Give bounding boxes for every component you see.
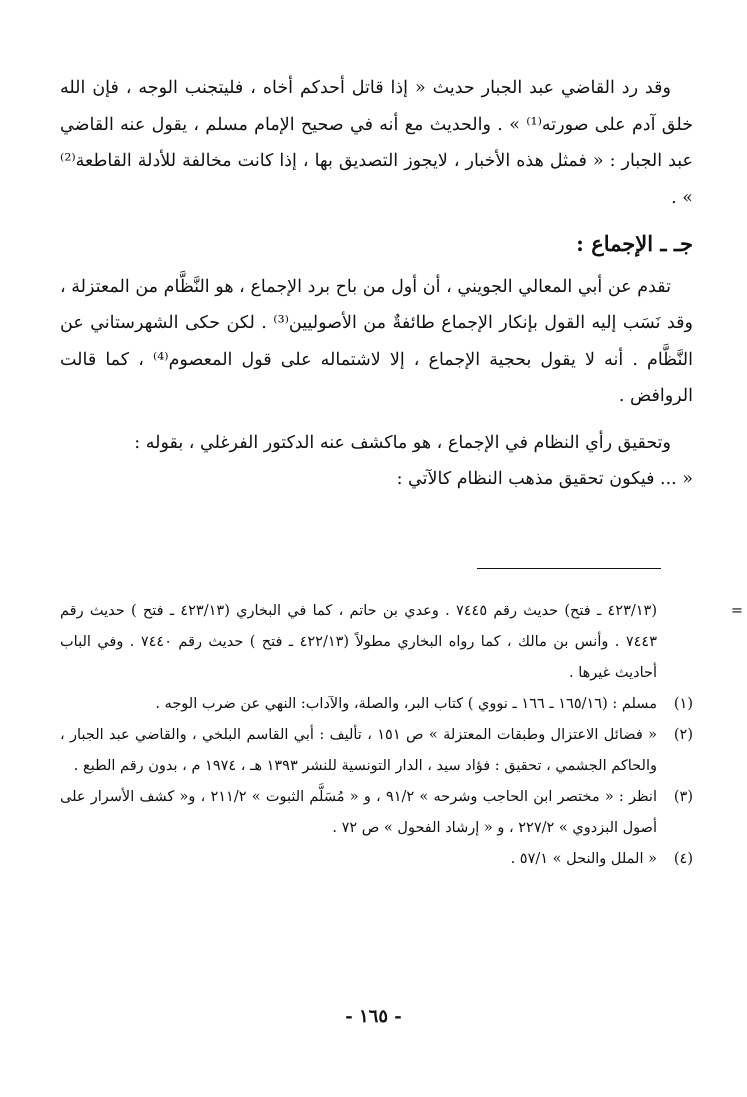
section-heading: جـ ـ الإجماع : xyxy=(576,231,693,256)
main-text xyxy=(60,70,693,498)
footnote-separator xyxy=(477,568,661,569)
footnote-text: « فضائل الاعتزال وطبقات المعتزلة » ص ١٥١ ، تأليف : أبي القاسم البلخي ، والقاضي عبد الجبار ، والحاكم الجشمي ، تحقيق : فؤاد سيد ، الدار التونسية للنشر ١٣٩٣ هـ ، ١٩٧٤ م ، بدون رقم الطبع . xyxy=(60,727,657,774)
footnote-1 xyxy=(60,689,693,720)
footnote-2 xyxy=(60,720,693,782)
footnote-text: مسلم : (١٦٥/١٦ ـ ١٦٦ ـ نووي ) كتاب البر، والصلة، والآداب: النهي عن ضرب الوجه . xyxy=(155,696,657,712)
paragraph-gap xyxy=(60,415,693,425)
paragraph-farghali: وتحقيق رأي النظام في الإجماع ، هو ماكشف عنه الدكتور الفرغلي ، بقوله : xyxy=(134,432,671,453)
footnote-number: (١) xyxy=(673,696,693,712)
footnote-continuation xyxy=(60,596,743,689)
footnote-text: (٤٢٣/١٣ ـ فتح) حديث رقم ٧٤٤٥ . وعدي بن حاتم ، كما في البخاري (٤٢٣/١٣ ـ فتح ) حديث رقم ٧٤٤٣ . وأنس بن مالك ، كما رواه البخاري مطولاً (٤٢٢/١٣ ـ فتح ) حديث رقم ٧٤٤٠ . وفي الباب أحاديث غيرها . xyxy=(60,603,657,681)
paragraph-quote: « ... فيكون تحقيق مذهب النظام كالآتي : xyxy=(396,469,693,489)
paragraph-hadith: وقد رد القاضي عبد الجبار حديث « إذا قاتل أحدكم أخاه ، فليتجنب الوجه ، فإن الله خلق آدم على صورته⁽¹⁾ » . والحديث مع أنه في صحيح الإمام مسلم ، يقول عنه القاضي عبد الجبار : « فمثل هذه الأخبار ، لايجوز التصديق بها ، إذا كانت مخالفة للأدلة القاطعة⁽²⁾ » . xyxy=(60,78,694,208)
paragraph-ijma: تقدم عن أبي المعالي الجويني ، أن أول من باح برد الإجماع ، هو النَّظَّام من المعتزلة ، وقد نَسَب إليه القول بإنكار الإجماع طائفةٌ من الأصوليين⁽³⁾ . لكن حكى الشهرستاني عن النَّظَّام . أنه لا يقول بحجية الإجماع ، إلا لاشتماله على قول المعصوم⁽⁴⁾ ، كما قالت الروافض . xyxy=(60,276,693,406)
continuation-mark: = xyxy=(730,603,743,619)
footnote-3 xyxy=(60,782,693,844)
footnote-text: « الملل والنحل » ٥٧/١ . xyxy=(510,851,657,867)
footnote-text: انظر : « مختصر ابن الحاجب وشرحه » ٩١/٢ ، و « مُسَلَّم الثبوت » ٢١١/٢ ، و« كشف الأسرار على أصول البزدوي » ٢٢٧/٢ ، و « إرشاد الفحول » ص ٧٢ . xyxy=(60,789,657,836)
page-number: - ١٦٥ - xyxy=(345,1006,402,1027)
footnote-number: (٢) xyxy=(673,727,693,743)
footnote-number: (٤) xyxy=(673,851,693,867)
footnote-4 xyxy=(60,844,693,875)
footnote-number: (٣) xyxy=(673,789,693,805)
footnotes xyxy=(60,596,743,875)
